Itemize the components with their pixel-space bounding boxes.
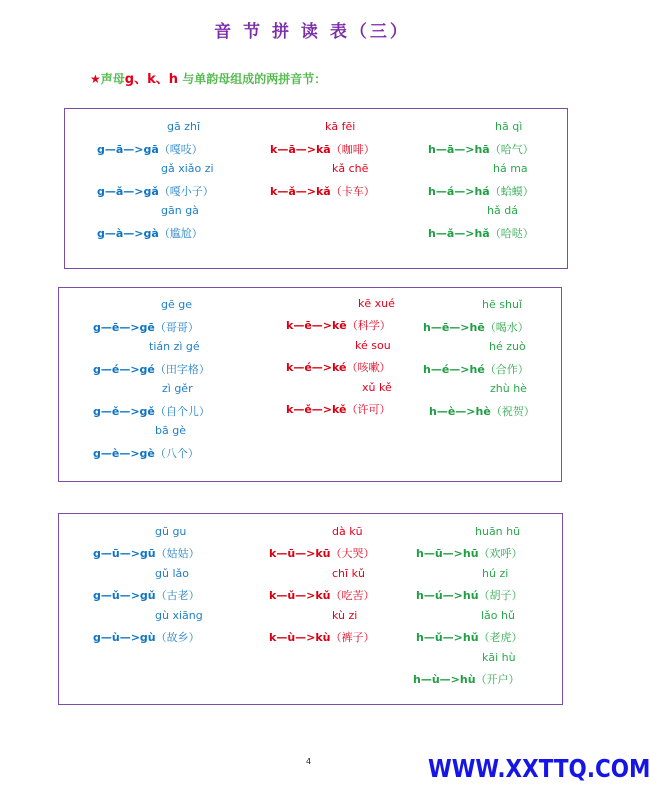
spelling-row — [270, 183, 375, 199]
word-hanzi: （科学） — [346, 319, 391, 332]
spelling-formula: h—ù—>hù — [413, 673, 476, 686]
page-title: 音 节 拼 读 表（三） — [214, 22, 410, 42]
word-hanzi: （田字格） — [154, 363, 210, 376]
pinyin-label: hē shuǐ — [482, 298, 522, 311]
spelling-row — [93, 361, 210, 377]
word-hanzi: （祝贺） — [490, 405, 535, 418]
word-hanzi: （胡子） — [478, 589, 523, 602]
word-hanzi: （哈哒） — [489, 227, 534, 240]
pinyin-label: dà kū — [332, 525, 363, 538]
pinyin-label: chī kǔ — [332, 567, 365, 580]
pinyin-label: lǎo hǔ — [481, 609, 515, 622]
pinyin-label: huān hū — [475, 525, 521, 538]
spelling-formula: g—ū—>gū — [93, 547, 156, 560]
spelling-formula: g—ā—>gā — [97, 143, 159, 156]
spelling-formula: h—è—>hè — [429, 405, 491, 418]
page-number: 4 — [306, 757, 312, 766]
spelling-formula: g—ù—>gù — [93, 631, 156, 644]
spelling-row — [429, 403, 535, 419]
spelling-formula: k—ě—>kě — [286, 403, 347, 416]
word-hanzi: （自个儿） — [154, 405, 210, 418]
pinyin-label: hú zi — [482, 567, 509, 580]
heading-prefix: 声母 — [100, 72, 125, 86]
pinyin-label: kā fēi — [325, 120, 356, 133]
word-hanzi: （咖啡） — [330, 143, 375, 156]
spelling-formula: h—ā—>hā — [428, 143, 490, 156]
pinyin-label: gē ge — [161, 298, 192, 311]
word-hanzi: （嘎吱） — [158, 143, 203, 156]
word-hanzi: （古老） — [155, 589, 200, 602]
spelling-row — [97, 225, 203, 241]
spelling-row — [428, 183, 534, 199]
spelling-formula: k—ū—>kū — [269, 547, 331, 560]
word-hanzi: （吃苦） — [330, 589, 375, 602]
spelling-row — [286, 401, 390, 417]
pinyin-label: ké sou — [355, 339, 391, 352]
word-hanzi: （八个） — [154, 447, 199, 460]
word-hanzi: （故乡） — [155, 631, 200, 644]
word-hanzi: （许可） — [346, 403, 391, 416]
word-hanzi: （喝水） — [484, 321, 529, 334]
spelling-row — [269, 587, 375, 603]
spelling-formula: g—à—>gà — [97, 227, 159, 240]
spelling-formula: g—ǎ—>gǎ — [97, 185, 159, 198]
spelling-row — [413, 671, 520, 687]
pinyin-label: gǔ lǎo — [155, 567, 189, 580]
spelling-row — [416, 587, 523, 603]
spelling-formula: k—ǎ—>kǎ — [270, 185, 331, 198]
word-hanzi: （尴尬） — [158, 227, 203, 240]
spelling-row — [93, 319, 199, 335]
spelling-formula: k—é—>ké — [286, 361, 347, 374]
spelling-formula: h—ǔ—>hǔ — [416, 631, 479, 644]
spelling-formula: g—ǔ—>gǔ — [93, 589, 156, 602]
spelling-formula: k—ā—>kā — [270, 143, 331, 156]
pinyin-label: gū gu — [155, 525, 187, 538]
word-hanzi: （大哭） — [330, 547, 375, 560]
pinyin-label: kǎ chē — [332, 162, 369, 175]
word-hanzi: （嘎小子） — [158, 185, 214, 198]
site-watermark: WWW.XXTTQ.COM — [428, 754, 650, 783]
word-hanzi: （哥哥） — [154, 321, 199, 334]
pinyin-label: zì gěr — [162, 382, 193, 395]
spelling-row — [93, 403, 210, 419]
pinyin-label: tián zì gé — [149, 340, 200, 353]
spelling-formula: k—ǔ—>kǔ — [269, 589, 331, 602]
word-hanzi: （蛤蟆） — [489, 185, 534, 198]
word-hanzi: （老虎） — [478, 631, 523, 644]
word-hanzi: （欢呼） — [478, 547, 523, 560]
spelling-formula: h—é—>hé — [423, 363, 485, 376]
spelling-formula: h—ǎ—>hǎ — [428, 227, 490, 240]
spelling-row — [428, 141, 534, 157]
spelling-row — [286, 317, 391, 333]
spelling-row — [286, 359, 390, 375]
pinyin-label: há ma — [493, 162, 528, 175]
spelling-row — [97, 141, 203, 157]
pinyin-label: gǎ xiǎo zi — [161, 162, 214, 175]
pinyin-label: gù xiāng — [155, 609, 203, 622]
word-hanzi: （合作） — [484, 363, 529, 376]
syllable-box-a — [64, 108, 568, 269]
syllable-box-e — [58, 287, 562, 482]
heading-letters: g、k、h — [124, 72, 178, 87]
spelling-row — [416, 545, 523, 561]
pinyin-label: xǔ kě — [362, 381, 392, 394]
pinyin-label: kù zi — [332, 609, 358, 622]
pinyin-label: gā zhī — [167, 120, 201, 133]
pinyin-label: kāi hù — [482, 651, 516, 664]
spelling-formula: h—ú—>hú — [416, 589, 479, 602]
spelling-row — [93, 545, 200, 561]
spelling-formula: h—ū—>hū — [416, 547, 479, 560]
spelling-row — [93, 629, 200, 645]
spelling-formula: g—ē—>gē — [93, 321, 155, 334]
heading-suffix: 与单韵母组成的两拼音节： — [182, 72, 327, 86]
spelling-row — [423, 319, 529, 335]
spelling-formula: h—á—>há — [428, 185, 490, 198]
pinyin-label: zhù hè — [490, 382, 527, 395]
pinyin-label: gān gà — [161, 204, 199, 217]
syllable-box-u — [58, 513, 563, 705]
word-hanzi: （开户） — [475, 673, 520, 686]
spelling-formula: k—ù—>kù — [269, 631, 331, 644]
spelling-row — [269, 545, 375, 561]
spelling-row — [97, 183, 214, 199]
spelling-row — [428, 225, 534, 241]
word-hanzi: （卡车） — [330, 185, 375, 198]
word-hanzi: （裤子） — [330, 631, 375, 644]
spelling-row — [423, 361, 529, 377]
pinyin-label: kē xué — [358, 297, 395, 310]
section-heading — [90, 68, 326, 87]
spelling-formula: g—ě—>gě — [93, 405, 155, 418]
word-hanzi: （姑姑） — [155, 547, 200, 560]
pinyin-label: hé zuò — [489, 340, 526, 353]
spelling-row — [269, 629, 375, 645]
spelling-formula: g—è—>gè — [93, 447, 155, 460]
pinyin-label: bā gè — [155, 424, 186, 437]
spelling-row — [416, 629, 523, 645]
word-hanzi: （哈气） — [489, 143, 534, 156]
word-hanzi: （咳嗽） — [346, 361, 391, 374]
spelling-formula: h—ē—>hē — [423, 321, 485, 334]
spelling-formula: g—é—>gé — [93, 363, 155, 376]
spelling-row — [93, 587, 200, 603]
spelling-row — [270, 141, 375, 157]
spelling-formula: k—ē—>kē — [286, 319, 347, 332]
spelling-row — [93, 445, 199, 461]
pinyin-label: hā qì — [495, 120, 523, 133]
pinyin-label: hǎ dá — [487, 204, 518, 217]
star-icon: ★ — [90, 72, 101, 86]
